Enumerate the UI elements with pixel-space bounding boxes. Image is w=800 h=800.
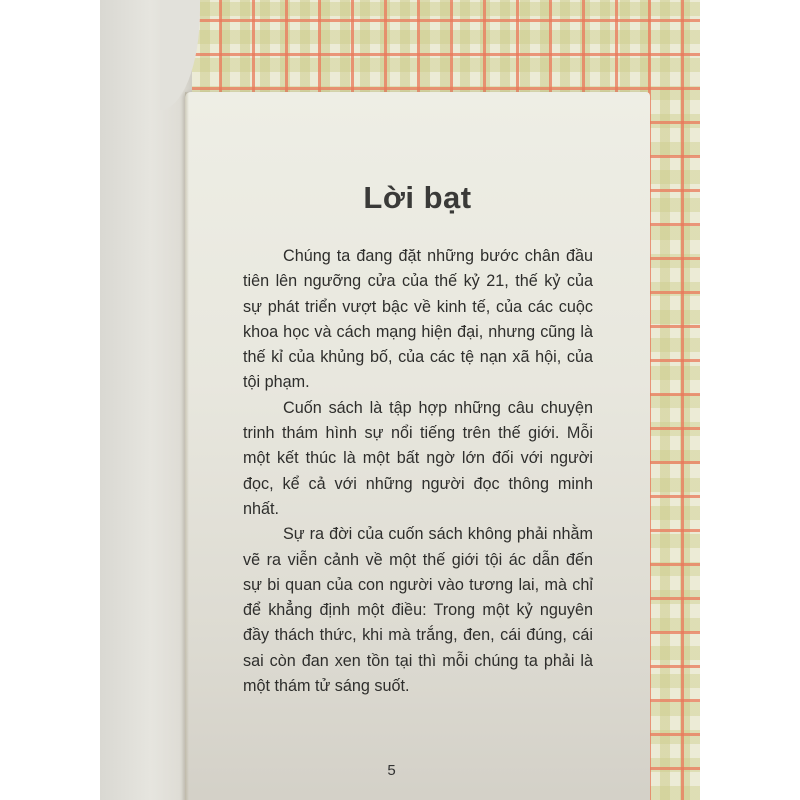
book-photo	[100, 0, 700, 800]
page-title: Lời bạt	[363, 180, 472, 215]
paragraph-3: Sự ra đời của cuốn sách không phải nhằm vẽ ra viễn cảnh về một thế giới tội ác dẫn đến sự bi quan của con người vào tương lai, mà chỉ để khẳng định một điều: Trong một kỷ nguyên đầy thách thức, khi mà trắng, đen, cái đúng, cái sai còn đan xen tồn tại thì mỗi chúng ta phải là một thám tử sáng suốt.	[243, 525, 593, 696]
paragraph-2: Cuốn sách là tập hợp những câu chuyện trinh thám hình sự nổi tiếng trên thế giới. Mỗi một kết thúc là một bất ngờ lớn đối với người đọc, kể cả với những người đọc thông minh nhất.	[243, 398, 593, 518]
paragraph-1: Chúng ta đang đặt những bước chân đầu tiên lên ngưỡng cửa của thế kỷ 21, thế kỷ của sự phát triển vượt bậc về kinh tế, của các cuộc khoa học và cách mạng hiện đại, nhưng cũng là thế kỉ của khủng bố, của các tệ nạn xã hội, của tội phạm.	[243, 247, 593, 392]
afterword-body	[243, 244, 593, 699]
book-page	[185, 92, 650, 800]
page-number: 5	[387, 762, 396, 779]
left-page-edge	[100, 0, 192, 800]
